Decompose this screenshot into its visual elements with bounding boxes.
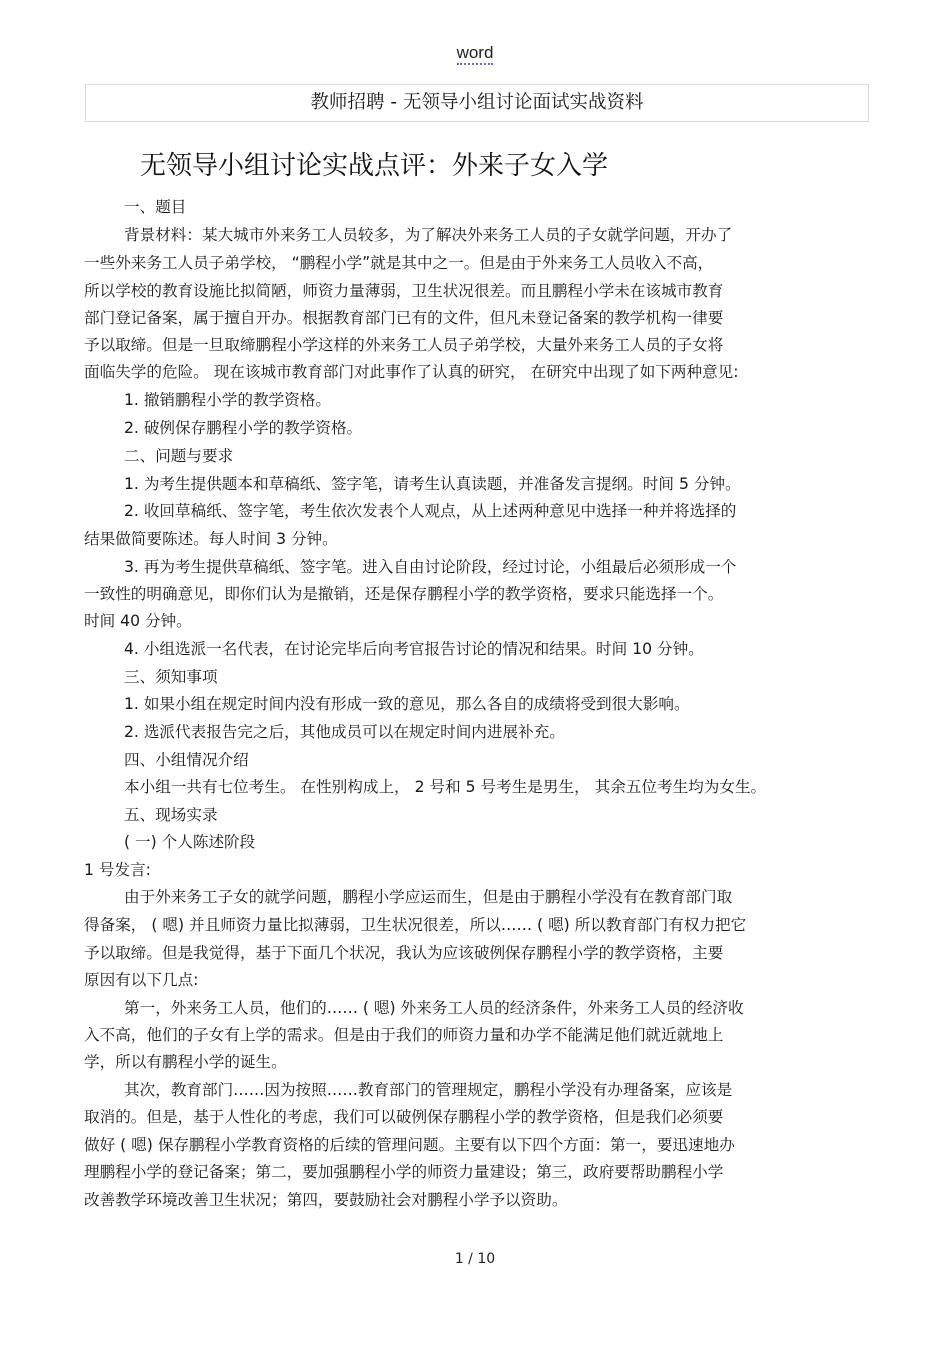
paragraph-line: 所以学校的教育设施比拟简陋，师资力量薄弱，卫生状况很差。而且鹏程小学未在该城市教育 — [84, 282, 724, 300]
list-item: 2. 破例保存鹏程小学的教学资格。 — [124, 419, 363, 437]
document-type-label: word — [0, 43, 950, 63]
subsection-heading: ( 一) 个人陈述阶段 — [124, 833, 256, 851]
list-item: 2. 选派代表报告完之后，其他成员可以在规定时间内进展补充。 — [124, 723, 565, 741]
paragraph-line: 理鹏程小学的登记备案；第二，要加强鹏程小学的师资力量建设；第三，政府要帮助鹏程小学 — [84, 1163, 724, 1181]
paragraph-line: 一致性的明确意见，即你们认为是撤销，还是保存鹏程小学的教学资格，要求只能选择一个。 — [84, 585, 724, 603]
section-heading: 四、小组情况介绍 — [124, 751, 249, 769]
section-heading: 三、须知事项 — [124, 668, 218, 686]
article-title: 无领导小组讨论实战点评：外来子女入学 — [140, 151, 609, 181]
paragraph-line: 第一，外来务工人员，他们的…… ( 嗯) 外来务工人员的经济条件，外来务工人员的经济收 — [124, 999, 744, 1017]
section-heading: 五、现场实录 — [124, 806, 218, 824]
paragraph-line: 学，所以有鹏程小学的诞生。 — [84, 1053, 287, 1071]
paragraph-line: 背景材料：某大城市外来务工人员较多，为了解决外来务工人员的子女就学问题，开办了 — [124, 226, 733, 244]
paragraph-line: 结果做简要陈述。每人时间 3 分钟。 — [84, 530, 338, 548]
paragraph-line: 取消的。但是，基于人性化的考虑，我们可以破例保存鹏程小学的教学资格，但是我们必须要 — [84, 1108, 724, 1126]
page-indicator: 1 / 10 — [454, 1251, 496, 1267]
paragraph-line: 一些外来务工人员子弟学校， “鹏程小学ˮ就是其中之一。但是由于外来务工人员收入不高， — [84, 254, 714, 272]
paragraph-line: 其次，教育部门……因为按照……教育部门的管理规定，鹏程小学没有办理备案，应该是 — [124, 1081, 733, 1099]
paragraph-line: 原因有以下几点: — [84, 971, 199, 989]
list-item: 1. 为考生提供题本和草稿纸、签字笔，请考生认真读题，并准备发言提纲。时间 5 分钟。 — [124, 475, 741, 493]
list-item: 4. 小组选派一名代表，在讨论完毕后向考官报告讨论的情况和结果。时间 10 分钟。 — [124, 640, 704, 658]
list-item: 1. 如果小组在规定时间内没有形成一致的意见，那么各自的成绩将受到很大影响。 — [124, 695, 690, 713]
section-heading: 二、问题与要求 — [124, 447, 234, 465]
paragraph-line: 予以取缔。但是我觉得，基于下面几个状况，我认为应该破例保存鹏程小学的教学资格，主要 — [84, 944, 724, 962]
list-item: 2. 收回草稿纸、签字笔，考生依次发表个人观点，从上述两种意见中选择一种并将选择的 — [124, 502, 737, 520]
paragraph-line: 本小组一共有七位考生。 在性别构成上， 2 号和 5 号考生是男生， 其余五位考生均为女生。 — [124, 778, 767, 796]
paragraph-line: 予以取缔。但是一旦取缔鹏程小学这样的外来务工人员子弟学校，大量外来务工人员的子女将 — [84, 336, 724, 354]
section-heading: 一、题目 — [124, 198, 187, 216]
speaker-label: 1 号发言: — [84, 861, 151, 879]
paragraph-line: 面临失学的危险。 现在该城市教育部门对此事作了认真的研究， 在研究中出现了如下两种意见: — [84, 363, 739, 381]
paragraph-line: 做好 ( 嗯) 保存鹏程小学教育资格的后续的管理问题。主要有以下四个方面：第一，要迅速地办 — [84, 1136, 735, 1154]
document-header-title: 教师招聘 - 无领导小组讨论面试实战资料 — [85, 84, 869, 122]
paragraph-line: 入不高，他们的子女有上学的需求。但是由于我们的师资力量和办学不能满足他们就近就地上 — [84, 1026, 724, 1044]
paragraph-line: 时间 40 分钟。 — [84, 612, 192, 630]
paragraph-line: 由于外来务工子女的就学问题，鹏程小学应运而生，但是由于鹏程小学没有在教育部门取 — [124, 888, 733, 906]
paragraph-line: 改善教学环境改善卫生状况；第四，要鼓励社会对鹏程小学予以资助。 — [84, 1191, 568, 1209]
paragraph-line: 得备案， ( 嗯) 并且师资力量比拟薄弱，卫生状况很差，所以…… ( 嗯) 所以教育部门有权力把它 — [84, 916, 747, 934]
list-item: 3. 再为考生提供草稿纸、签字笔。进入自由讨论阶段，经过讨论，小组最后必须形成一个 — [124, 558, 737, 576]
paragraph-line: 部门登记备案，属于擅自开办。根据教育部门已有的文件，但凡未登记备案的教学机构一律要 — [84, 309, 724, 327]
list-item: 1. 撤销鹏程小学的教学资格。 — [124, 391, 331, 409]
